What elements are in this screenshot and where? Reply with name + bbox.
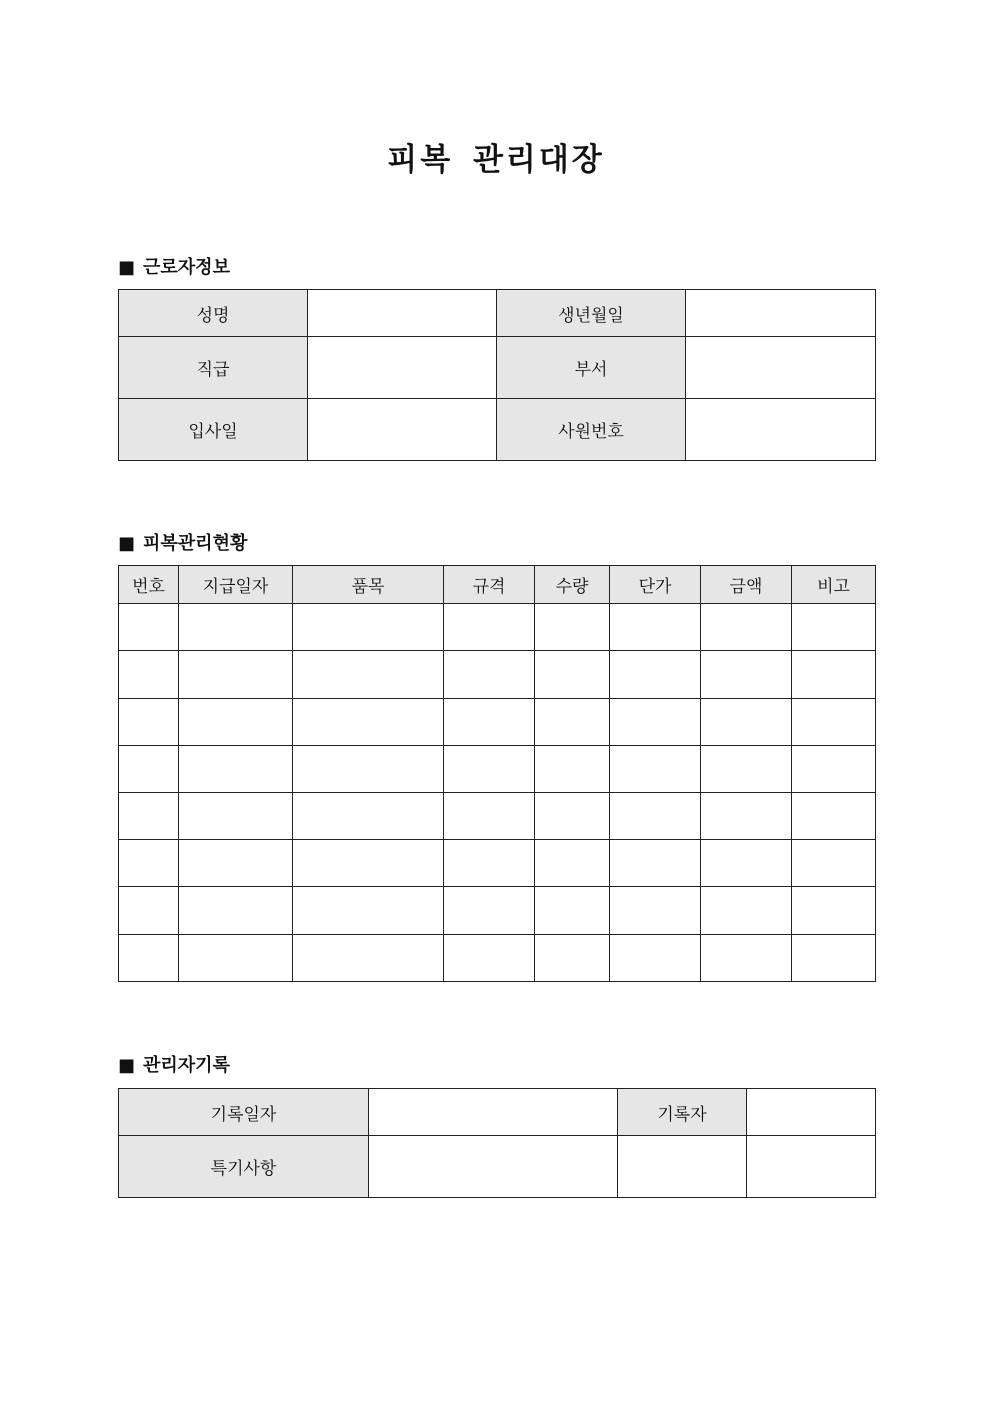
table-cell[interactable] [701, 604, 792, 651]
table-row [119, 840, 876, 887]
table-cell[interactable] [444, 840, 535, 887]
table-cell[interactable] [610, 698, 701, 745]
column-header: 금액 [701, 566, 792, 604]
table-cell[interactable] [119, 840, 179, 887]
table-cell[interactable] [179, 840, 293, 887]
table-cell[interactable] [535, 793, 610, 840]
section-title-uniform-status [118, 529, 247, 555]
table-cell[interactable] [535, 934, 610, 981]
table-cell[interactable] [610, 840, 701, 887]
table-cell[interactable] [444, 887, 535, 934]
notes-field-extra[interactable] [618, 1136, 747, 1198]
table-cell[interactable] [293, 934, 444, 981]
table-cell[interactable] [701, 887, 792, 934]
department-field[interactable] [686, 337, 876, 399]
table-cell[interactable] [293, 887, 444, 934]
table-cell[interactable] [701, 745, 792, 792]
recorder-field[interactable] [747, 1089, 876, 1136]
table-cell[interactable] [119, 745, 179, 792]
birth-date-field[interactable] [686, 290, 876, 337]
section-label: 근로자정보 [143, 257, 230, 278]
column-header: 단가 [610, 566, 701, 604]
table-cell[interactable] [444, 745, 535, 792]
table-cell[interactable] [444, 651, 535, 698]
table-cell[interactable] [179, 793, 293, 840]
table-header-row [119, 566, 876, 604]
table-cell[interactable] [179, 934, 293, 981]
table-cell[interactable] [535, 745, 610, 792]
uniform-status-table [118, 565, 876, 982]
table-cell[interactable] [610, 745, 701, 792]
table-cell[interactable] [293, 698, 444, 745]
table-cell[interactable] [179, 745, 293, 792]
table-cell[interactable] [293, 745, 444, 792]
position-field[interactable] [308, 337, 497, 399]
table-cell[interactable] [792, 651, 876, 698]
table-cell[interactable] [293, 651, 444, 698]
table-row [119, 745, 876, 792]
section-title-worker-info [118, 253, 230, 279]
table-row [119, 651, 876, 698]
name-label: 성명 [119, 290, 308, 337]
table-row [119, 793, 876, 840]
table-cell[interactable] [610, 651, 701, 698]
table-cell[interactable] [179, 651, 293, 698]
table-cell[interactable] [119, 934, 179, 981]
table-cell[interactable] [179, 698, 293, 745]
table-cell[interactable] [119, 793, 179, 840]
table-cell[interactable] [535, 604, 610, 651]
table-cell[interactable] [293, 840, 444, 887]
table-cell[interactable] [119, 604, 179, 651]
notes-field-extra[interactable] [747, 1136, 876, 1198]
table-cell[interactable] [610, 887, 701, 934]
worker-info-table [118, 289, 876, 461]
section-label: 관리자기록 [143, 1055, 230, 1076]
square-bullet-icon: ■ [118, 1055, 136, 1076]
table-cell[interactable] [701, 651, 792, 698]
table-cell[interactable] [792, 887, 876, 934]
column-header: 지급일자 [179, 566, 293, 604]
department-label: 부서 [497, 337, 686, 399]
table-cell[interactable] [444, 604, 535, 651]
table-cell[interactable] [701, 793, 792, 840]
table-cell[interactable] [701, 840, 792, 887]
table-cell[interactable] [535, 651, 610, 698]
table-cell[interactable] [535, 887, 610, 934]
employee-number-field[interactable] [686, 399, 876, 461]
table-cell[interactable] [610, 604, 701, 651]
table-cell[interactable] [701, 934, 792, 981]
page-title: 피복 관리대장 [387, 142, 605, 178]
table-row [119, 604, 876, 651]
table-cell[interactable] [293, 604, 444, 651]
table-cell[interactable] [701, 698, 792, 745]
section-title-manager-record [118, 1051, 230, 1077]
column-header: 번호 [119, 566, 179, 604]
birth-date-label: 생년월일 [497, 290, 686, 337]
hire-date-label: 입사일 [119, 399, 308, 461]
square-bullet-icon: ■ [118, 257, 136, 278]
table-cell[interactable] [792, 793, 876, 840]
column-header: 수량 [535, 566, 610, 604]
employee-number-label: 사원번호 [497, 399, 686, 461]
table-cell[interactable] [535, 840, 610, 887]
table-cell[interactable] [792, 745, 876, 792]
table-cell[interactable] [792, 698, 876, 745]
record-date-label: 기록일자 [119, 1089, 369, 1136]
square-bullet-icon: ■ [118, 533, 136, 554]
table-cell[interactable] [792, 604, 876, 651]
table-row [119, 887, 876, 934]
table-cell[interactable] [444, 698, 535, 745]
table-cell[interactable] [792, 840, 876, 887]
name-field[interactable] [308, 290, 497, 337]
manager-record-table [118, 1088, 876, 1198]
table-cell[interactable] [179, 887, 293, 934]
table-cell[interactable] [610, 934, 701, 981]
column-header: 비고 [792, 566, 876, 604]
table-cell[interactable] [119, 651, 179, 698]
hire-date-field[interactable] [308, 399, 497, 461]
table-row [119, 698, 876, 745]
column-header: 규격 [444, 566, 535, 604]
table-cell[interactable] [444, 934, 535, 981]
recorder-label: 기록자 [618, 1089, 747, 1136]
table-row [119, 934, 876, 981]
table-cell[interactable] [119, 887, 179, 934]
table-cell[interactable] [535, 698, 610, 745]
position-label: 직급 [119, 337, 308, 399]
section-label: 피복관리현황 [143, 533, 248, 554]
table-cell[interactable] [119, 698, 179, 745]
notes-field[interactable] [369, 1136, 618, 1198]
column-header: 품목 [293, 566, 444, 604]
table-cell[interactable] [179, 604, 293, 651]
table-cell[interactable] [610, 793, 701, 840]
table-cell[interactable] [792, 934, 876, 981]
notes-label: 특기사항 [119, 1136, 369, 1198]
table-cell[interactable] [293, 793, 444, 840]
table-cell[interactable] [444, 793, 535, 840]
record-date-field[interactable] [369, 1089, 618, 1136]
